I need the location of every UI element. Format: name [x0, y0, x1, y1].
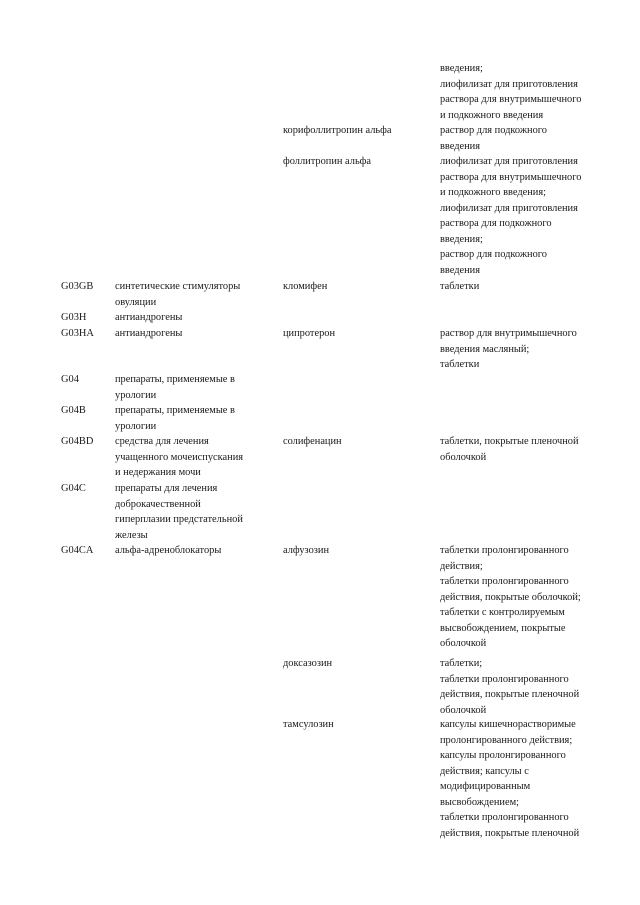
dosage-form-line: введения; — [440, 233, 483, 245]
dosage-form-line: оболочкой — [440, 638, 487, 649]
pharmacological-group-line: гиперплазии предстательной — [115, 514, 243, 525]
drug-name-line: фоллитропин альфа — [283, 156, 372, 167]
pharmacological-group-line: урологии — [115, 420, 157, 432]
drug-name-cell — [283, 717, 433, 733]
pharmacological-group-line: и недержания мочи — [115, 467, 201, 478]
pharmacological-group-line: урологии — [115, 389, 157, 401]
pharmacological-group-cell — [115, 279, 273, 310]
atc-code-cell — [61, 543, 113, 559]
dosage-form-line: модифицированным — [440, 781, 531, 792]
pharmacological-group-cell — [115, 543, 273, 559]
dosage-form-line: раствора для подкожного — [440, 218, 552, 229]
dosage-form-cell — [440, 434, 612, 465]
pharmacological-group-cell — [115, 326, 273, 342]
atc-code-cell — [61, 279, 113, 295]
dosage-form-line: таблетки с контролируемым — [440, 607, 565, 618]
drug-name-line: тамсулозин — [283, 719, 334, 730]
atc-code-text: G03H — [61, 312, 87, 323]
pharmacological-group-line: антиандрогены — [115, 312, 183, 323]
atc-code-cell — [61, 434, 113, 450]
dosage-form-cell — [440, 326, 612, 373]
dosage-form-line: оболочкой — [440, 451, 487, 463]
dosage-form-line: введения масляный; — [440, 343, 530, 355]
pharmacological-group-line: железы — [115, 529, 148, 541]
dosage-form-line: капсулы кишечнорастворимые — [440, 719, 576, 730]
drug-name-cell — [283, 434, 433, 450]
pharmacological-group-line: синтетические стимуляторы — [115, 281, 241, 292]
dosage-form-line: раствор для подкожного — [440, 125, 547, 136]
atc-code-text: G04C — [61, 483, 86, 494]
dosage-form-line: раствор для внутримышечного — [440, 328, 577, 339]
atc-code-text: G04BD — [61, 436, 94, 447]
dosage-form-line: и подкожного введения; — [440, 187, 547, 198]
pharmacological-group-line: доброкачественной — [115, 498, 201, 510]
dosage-form-line: и подкожного введения — [440, 109, 544, 121]
dosage-form-cell — [440, 61, 612, 123]
dosage-form-line: таблетки пролонгированного — [440, 545, 569, 556]
drug-name-line: кломифен — [283, 281, 328, 292]
pharmacological-group-line: препараты для лечения — [115, 483, 218, 494]
drug-name-line: доксазозин — [283, 658, 333, 669]
dosage-form-cell — [440, 154, 612, 278]
drug-name-cell — [283, 326, 433, 342]
pharmacological-group-line: учащенного мочеиспускания — [115, 451, 244, 463]
dosage-form-line: пролонгированного действия; — [440, 734, 573, 746]
dosage-form-line: лиофилизат для приготовления — [440, 78, 578, 90]
atc-code-text: G03GB — [61, 281, 94, 292]
dosage-form-line: лиофилизат для приготовления — [440, 202, 578, 214]
drug-name-cell — [283, 279, 433, 295]
dosage-form-line: таблетки пролонгированного — [440, 812, 569, 823]
dosage-form-line: оболочкой — [440, 704, 487, 716]
dosage-form-cell — [440, 279, 612, 295]
dosage-form-line: введения — [440, 264, 481, 276]
dosage-form-line: раствор для подкожного — [440, 249, 547, 260]
dosage-form-line: таблетки — [440, 359, 480, 370]
dosage-form-line: таблетки пролонгированного — [440, 576, 569, 587]
dosage-form-line: высвобождением, покрытые — [440, 622, 566, 634]
dosage-form-line: действия; — [440, 560, 483, 572]
atc-code-text: G04CA — [61, 545, 94, 556]
dosage-form-line: раствора для внутримышечного — [440, 94, 582, 105]
drug-name-cell — [283, 656, 433, 672]
dosage-form-line: действия; капсулы с — [440, 765, 529, 777]
atc-code-text: G04B — [61, 405, 86, 416]
dosage-form-line: действия, покрытые пленочной — [440, 689, 580, 700]
dosage-form-line: высвобождением; — [440, 796, 520, 808]
dosage-form-cell — [440, 543, 612, 652]
atc-code-cell — [61, 310, 113, 326]
drug-name-line: солифенацин — [283, 436, 342, 447]
atc-code-cell — [61, 403, 113, 419]
pharmacological-group-line: антиандрогены — [115, 328, 183, 339]
dosage-form-cell — [440, 656, 612, 718]
atc-code-cell — [61, 481, 113, 497]
dosage-form-line: лиофилизат для приготовления — [440, 156, 578, 167]
pharmacological-group-cell — [115, 434, 273, 481]
pharmacological-group-cell — [115, 403, 273, 434]
drug-name-line: алфузозин — [283, 545, 330, 556]
drug-name-cell — [283, 543, 433, 559]
dosage-form-line: введения; — [440, 63, 483, 74]
drug-name-line: корифоллитропин альфа — [283, 125, 392, 136]
pharmacological-group-line: препараты, применяемые в — [115, 374, 235, 385]
dosage-form-line: капсулы пролонгированного — [440, 750, 566, 761]
dosage-form-line: действия, покрытые пленочной — [440, 827, 580, 839]
drug-name-cell — [283, 154, 433, 170]
pharmacological-group-cell — [115, 372, 273, 403]
atc-code-text: G03HA — [61, 328, 94, 339]
drug-name-line: ципротерон — [283, 328, 336, 339]
dosage-form-line: таблетки; — [440, 658, 483, 669]
dosage-form-line: раствора для внутримышечного — [440, 171, 582, 183]
dosage-form-line: таблетки, покрытые пленочной — [440, 436, 579, 447]
atc-code-cell — [61, 372, 113, 388]
pharmacological-group-line: овуляции — [115, 296, 157, 308]
pharmacological-group-line: средства для лечения — [115, 436, 209, 447]
pharmacological-group-cell — [115, 310, 273, 326]
dosage-form-line: таблетки пролонгированного — [440, 673, 569, 685]
dosage-form-line: введения — [440, 140, 481, 152]
atc-code-text: G04 — [61, 374, 79, 385]
drug-name-cell — [283, 123, 433, 139]
pharmacological-group-line: альфа-адреноблокаторы — [115, 545, 222, 556]
dosage-form-line: таблетки — [440, 281, 480, 292]
dosage-form-cell — [440, 717, 612, 841]
dosage-form-cell — [440, 123, 612, 154]
pharmacological-group-cell — [115, 481, 273, 543]
atc-code-cell — [61, 326, 113, 342]
dosage-form-line: действия, покрытые оболочкой; — [440, 591, 581, 603]
pharmacological-group-line: препараты, применяемые в — [115, 405, 235, 416]
